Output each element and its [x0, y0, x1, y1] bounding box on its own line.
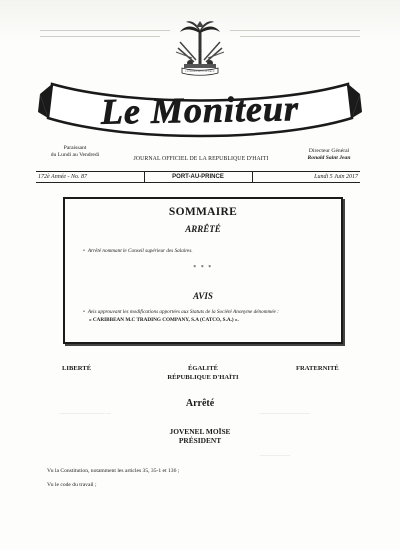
director-name: Ronald Saint Jean	[307, 155, 351, 161]
motto-center	[148, 365, 258, 382]
president-title: PRÉSIDENT	[178, 436, 222, 445]
separator-stars: * * *	[193, 265, 213, 271]
president-name: JOVENEL MOÏSE	[169, 427, 231, 436]
sommaire-title: SOMMAIRE	[168, 206, 238, 218]
motto-fraternite: FRATERNITÉ	[296, 365, 339, 372]
masthead-banner	[38, 72, 362, 146]
sommaire-section-avis: AVIS	[193, 291, 213, 301]
bleed-through-text: ——————————	[260, 412, 310, 417]
issue-info-bar	[36, 171, 360, 183]
bullet-icon: •	[83, 248, 85, 254]
issue-date: Lundi 5 Juin 2017	[314, 173, 358, 180]
sommaire-section-arrete: ARRÊTÉ	[185, 224, 221, 234]
arrete-heading: Arrêté	[185, 398, 215, 409]
divider	[252, 172, 253, 182]
sommaire-item	[83, 309, 333, 324]
bleed-through-text: ————————— —	[60, 412, 112, 417]
sommaire-item-text: Arrêté nommant le Conseil supérieur des Salaires.	[87, 248, 193, 254]
director-block	[286, 148, 372, 162]
publication-place: PORT-AU-PRINCE	[172, 173, 224, 180]
motto-ribbon: L'UNION FAIT LA FORCE	[185, 70, 215, 73]
considerant-constitution: Vu la Constitution, notamment les articles 35, 35-1 et 136 ;	[47, 468, 180, 474]
republic-name: RÉPUBLIQUE D'HAÏTI	[167, 373, 239, 381]
schedule-line-1: Paraissant	[63, 145, 87, 151]
schedule-line-2: du Lundi au Vendredi	[50, 152, 100, 158]
haiti-coat-of-arms-icon	[172, 18, 228, 76]
sommaire-box	[63, 197, 343, 344]
bullet-icon: •	[83, 309, 85, 315]
president-block	[0, 427, 400, 445]
journal-subtitle: JOURNAL OFFICIEL DE LA REPUBLIQUE D'HAITI	[133, 156, 269, 162]
motto-egalite: ÉGALITÉ	[187, 365, 219, 372]
publication-schedule	[30, 145, 120, 159]
considerant-code-travail: Vu le code du travail ;	[47, 482, 97, 488]
sommaire-item	[83, 248, 333, 254]
masthead-title: Le Moniteur	[100, 88, 300, 132]
motto-liberte: LIBERTÉ	[62, 365, 92, 372]
divider	[144, 172, 145, 182]
issue-number: 172è Année - No. 87	[38, 173, 88, 180]
bleed-through-text: ——————	[260, 454, 290, 459]
director-title: Directeur Général	[308, 148, 350, 154]
company-name: « CARIBBEAN M.C TRADING COMPANY, S.A (CATCO, S.A.) ».	[89, 316, 239, 323]
sommaire-item-text: Avis approuvant les modifications apportées aux Statuts de la Société Anonyme dénommée :	[87, 309, 279, 315]
